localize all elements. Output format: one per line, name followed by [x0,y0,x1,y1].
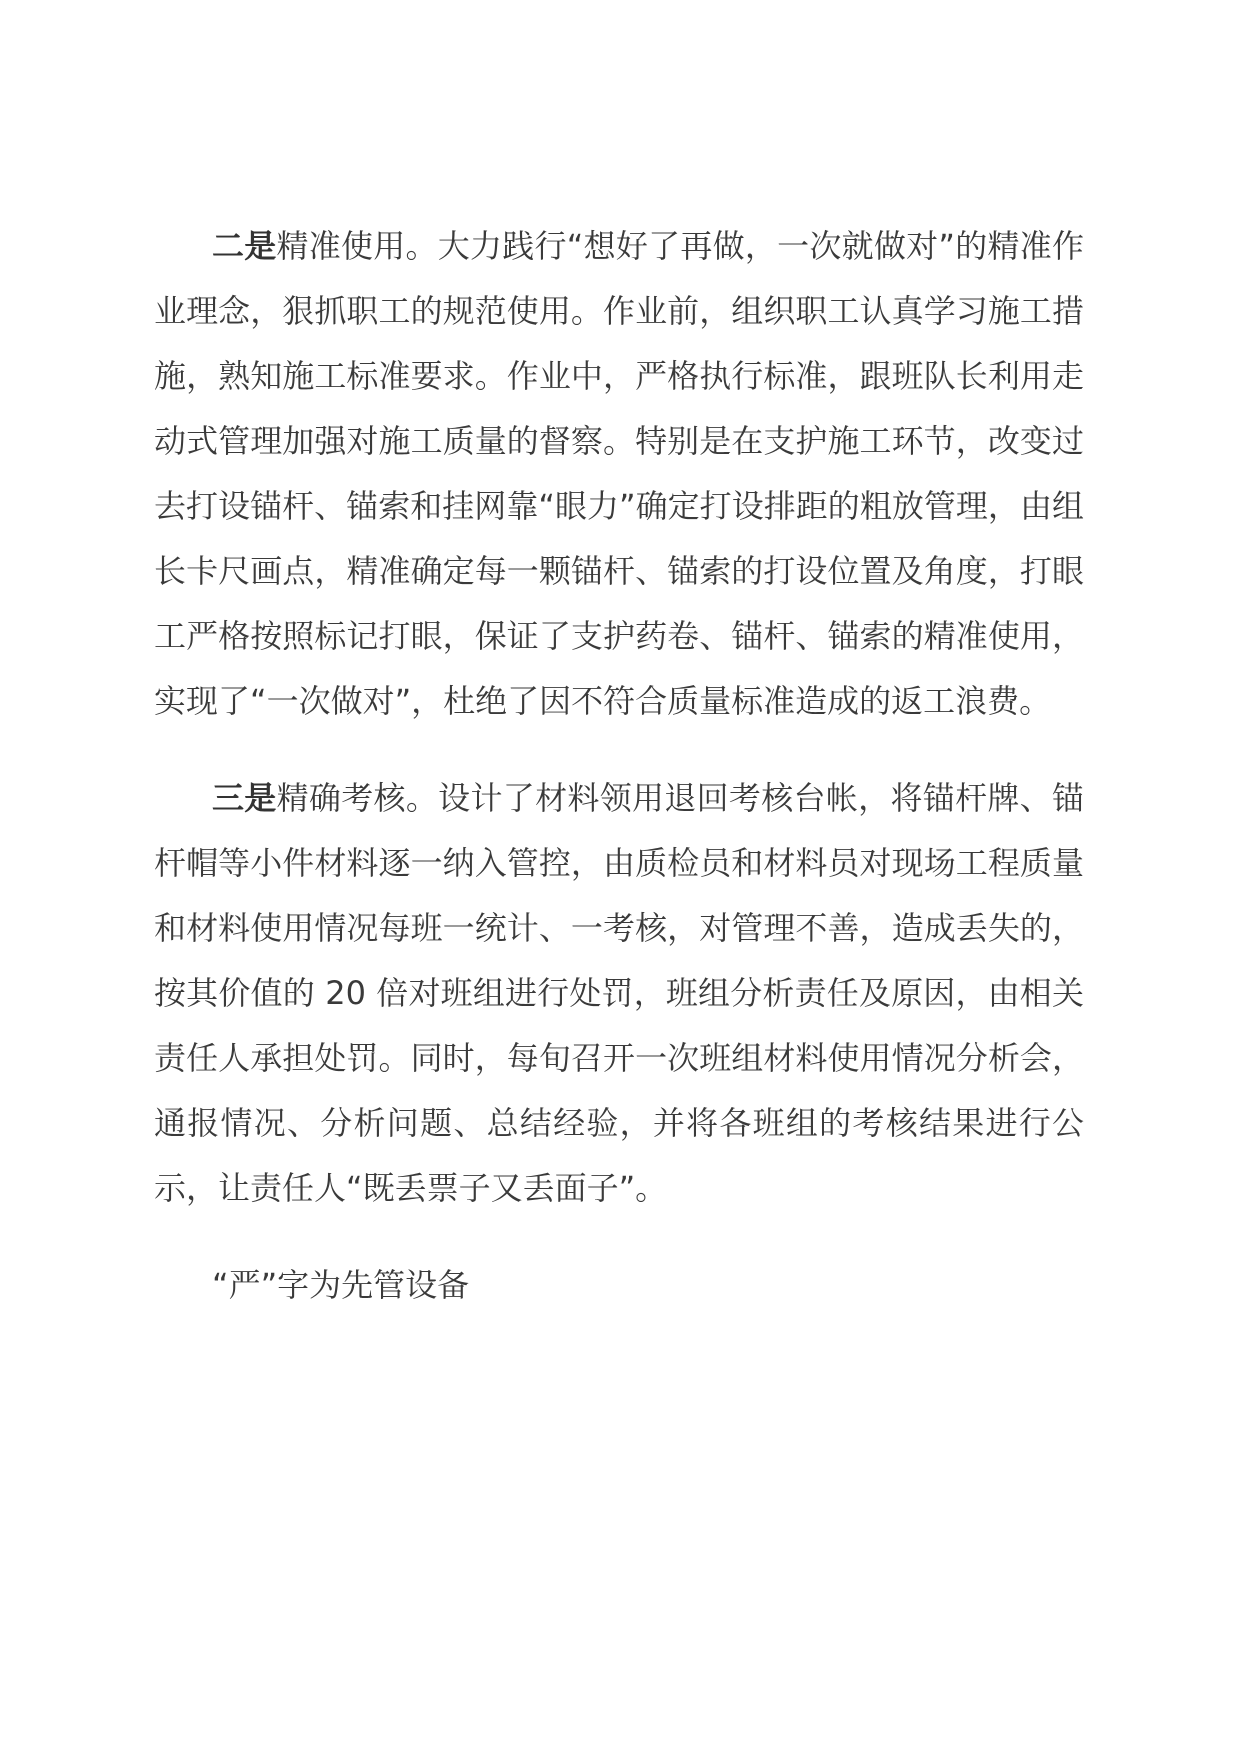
section-heading-equipment [154,1253,1084,1318]
paragraph-text: 精确考核。设计了材料领用退回考核台帐，将锚杆牌、锚杆帽等小件材料逐一纳入管控，由质检员和材料员对现场工程质量和材料使用情况每班一统计、一考核，对管理不善，造成丢失的，按其价值的 20 倍对班组进行处罚，班组分析责任及原因，由相关责任人承担处罚。同时，每旬召开一次班组材料使用情况分析会，通报情况、分析问题、总结经验，并将各班组的考核结果进行公示，让责任人“既丢票子又丢面子”。 [154,779,1084,1207]
paragraph-precise-use [154,214,1084,734]
paragraph-lead: 三是 [212,779,277,817]
paragraph-text: 精准使用。大力践行“想好了再做，一次就做对”的精准作业理念，狠抓职工的规范使用。作业前，组织职工认真学习施工措施，熟知施工标准要求。作业中，严格执行标准，跟班队长利用走动式管理加强对施工质量的督察。特别是在支护施工环节，改变过去打设锚杆、锚索和挂网靠“眼力”确定打设排距的粗放管理，由组长卡尺画点，精准确定每一颗锚杆、锚索的打设位置及角度，打眼工严格按照标记打眼，保证了支护药卷、锚杆、锚索的精准使用，实现了“一次做对”，杜绝了因不符合质量标准造成的返工浪费。 [154,227,1084,720]
paragraph-lead: 二是 [212,227,277,265]
section-heading-text: “严”字为先管设备 [212,1266,470,1304]
document-body [154,214,1084,1318]
paragraph-precise-assessment [154,766,1084,1221]
